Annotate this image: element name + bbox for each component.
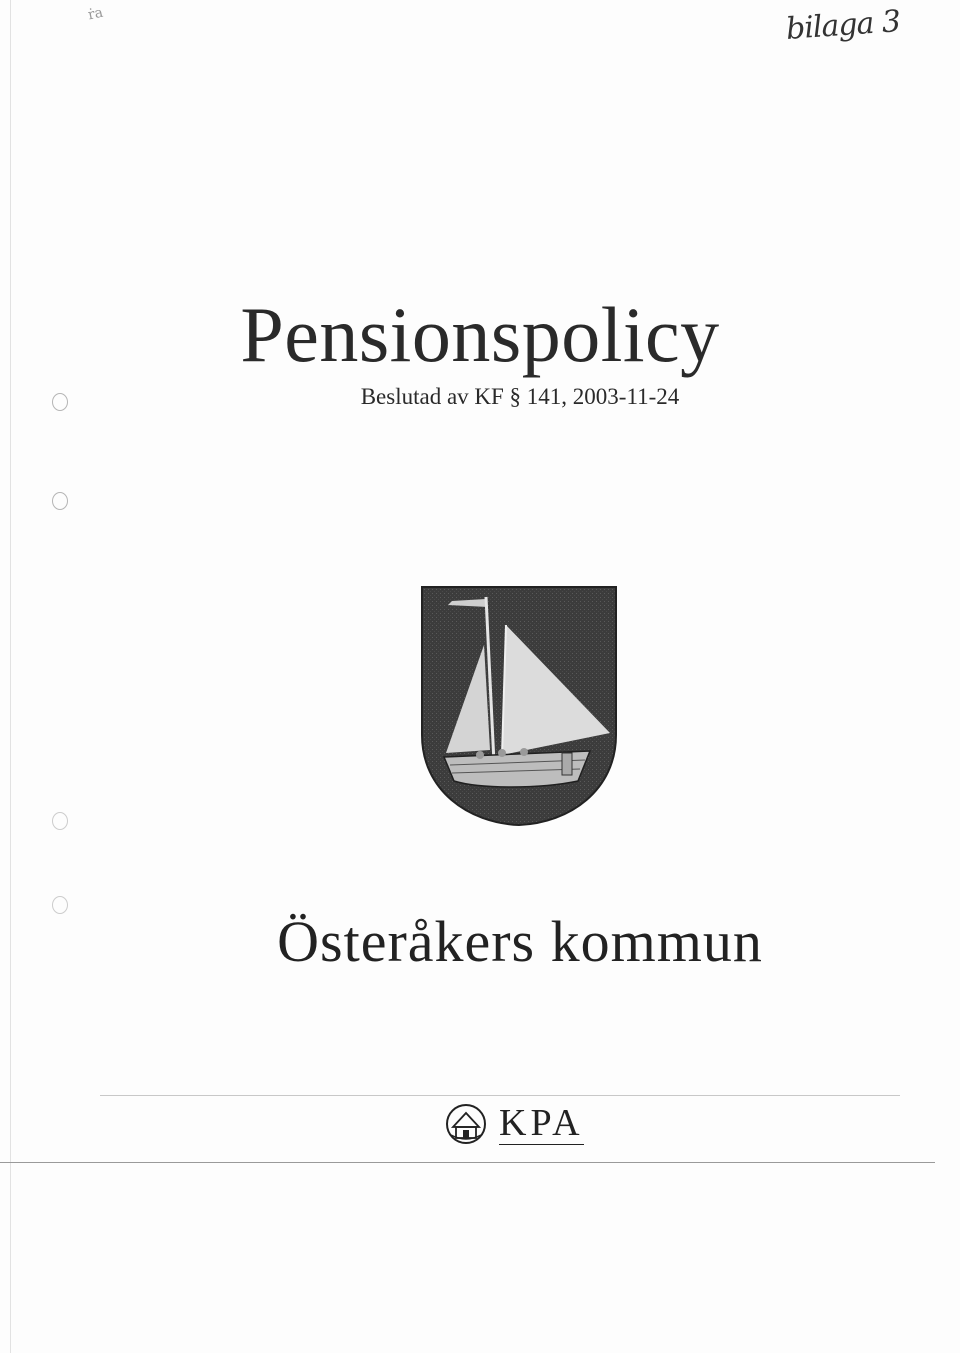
stray-pen-mark: ṙa (86, 4, 105, 24)
footer-bottom-line (0, 1162, 935, 1163)
scan-edge-line (10, 0, 11, 1353)
kpa-house-emblem-icon (445, 1103, 487, 1145)
decision-reference: Beslutad av KF § 141, 2003-11-24 (360, 384, 680, 409)
footer-brand (445, 1100, 584, 1148)
sailboat-shield-icon (420, 585, 618, 827)
handwritten-annotation: bilaga 3 (784, 4, 902, 47)
municipality-name: Österåkers kommun (277, 909, 763, 974)
page-title: Pensionspolicy (240, 291, 720, 379)
punch-hole-icon (52, 812, 68, 830)
footer-brand-text: KPA (499, 1101, 584, 1144)
footer-divider (100, 1095, 900, 1096)
punch-hole-icon (52, 492, 68, 510)
